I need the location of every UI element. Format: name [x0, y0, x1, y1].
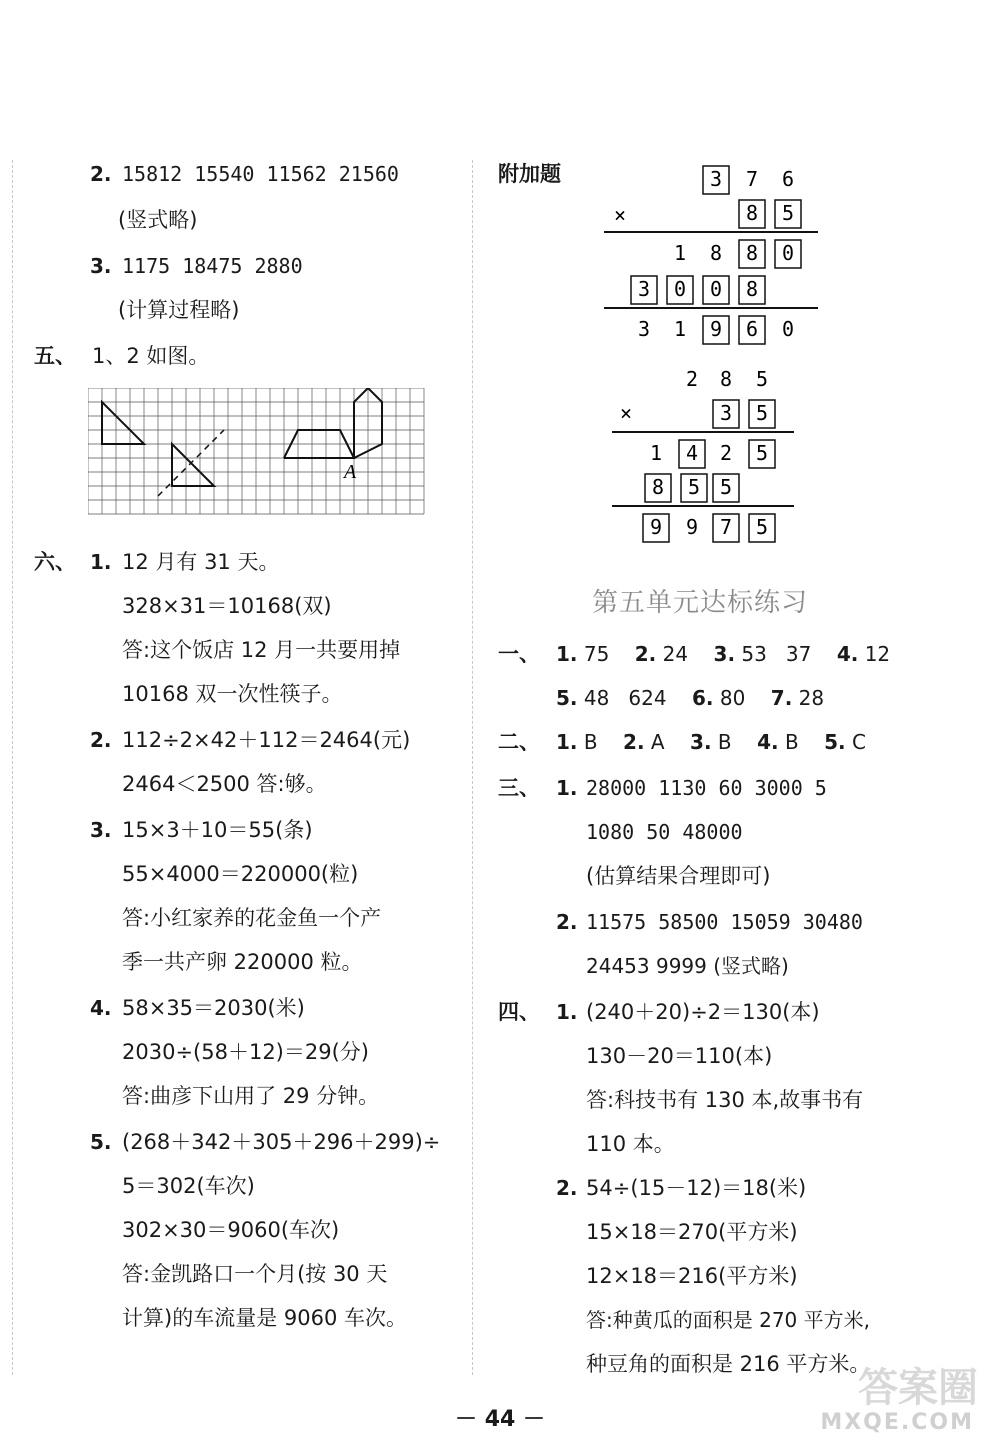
digit: 2: [685, 367, 699, 391]
digit: 5: [719, 475, 733, 499]
answer-line: (240＋20)÷2＝130(本): [586, 1000, 820, 1024]
column-divider: [472, 160, 473, 1375]
answer-line: 1080 50 48000: [586, 820, 743, 844]
digit: 5: [755, 401, 769, 425]
answer-value: B: [583, 730, 598, 754]
digit: 2: [719, 441, 733, 465]
answer-line: 28000 1130 60 3000 5: [586, 776, 827, 800]
digit: 7: [745, 167, 759, 191]
item-number: 3.: [713, 642, 736, 666]
answer-note: (估算结果合理即可): [586, 864, 771, 888]
item-number: 5.: [90, 1130, 112, 1154]
item-number: 2.: [90, 728, 112, 752]
digit: 6: [745, 317, 759, 341]
answer-line: 10168 双一次性筷子。: [122, 682, 343, 706]
item-number: 1.: [90, 550, 112, 574]
answer-line: 答:科技书有 130 本,故事书有: [586, 1088, 864, 1112]
digit: 8: [745, 277, 759, 301]
item-number: 2.: [90, 162, 112, 186]
answer-row: [556, 730, 866, 754]
multiplication-puzzle-1: [600, 160, 830, 350]
answer-line: 112÷2×42＋112＝2464(元): [122, 728, 411, 752]
digit: 4: [685, 441, 699, 465]
answer-row: [556, 686, 824, 710]
item-number: 5.: [824, 730, 846, 754]
item-number: 2.: [623, 730, 645, 754]
answer-line: 计算)的车流量是 9060 车次。: [122, 1306, 407, 1330]
item-number: 7.: [770, 686, 793, 710]
answer-line: 55×4000＝220000(粒): [122, 862, 359, 886]
answer-text: 1175 18475 2880: [122, 254, 303, 278]
answer-note: (计算过程略): [118, 298, 240, 322]
answer-value: 75: [583, 642, 610, 666]
item-number: 4.: [757, 730, 779, 754]
digit: 5: [687, 475, 701, 499]
section-text: 1、2 如图。: [92, 344, 210, 368]
item-number: 4.: [90, 996, 112, 1020]
answer-line: 302×30＝9060(车次): [122, 1218, 340, 1242]
answer-value: 48 624: [583, 686, 667, 710]
digit: 5: [755, 441, 769, 465]
item-number: 3.: [90, 818, 112, 842]
item-number: 1.: [556, 642, 578, 666]
answer-line: 季一共产卵 220000 粒。: [122, 950, 363, 974]
digit: 1: [673, 241, 687, 265]
digit: 1: [649, 441, 663, 465]
multiply-sign: ×: [613, 203, 627, 227]
watermark-logo: 答案圈: [858, 1365, 978, 1411]
answer-row: [556, 642, 890, 666]
digit: 0: [781, 241, 795, 265]
answer-value: 24: [662, 642, 689, 666]
grid-figure: [88, 388, 438, 528]
digit: 9: [685, 515, 699, 539]
answer-line: 58×35＝2030(米): [122, 996, 305, 1020]
section-label: 二、: [498, 730, 540, 754]
answer-line: 5＝302(车次): [122, 1174, 255, 1198]
item-number: 1.: [556, 776, 578, 800]
unit-title: 第五单元达标练习: [592, 588, 809, 618]
answer-line: 答:金凯路口一个月(按 30 天: [122, 1262, 388, 1286]
answer-value: C: [852, 730, 866, 754]
digit: 0: [781, 317, 795, 341]
answer-line: 110 本。: [586, 1132, 675, 1156]
answer-line: 答:种黄瓜的面积是 270 平方米,: [586, 1308, 870, 1332]
answer-line: 12 月有 31 天。: [122, 550, 280, 574]
answer-value: B: [784, 730, 799, 754]
answer-line: 54÷(15－12)＝18(米): [586, 1176, 807, 1200]
digit: 8: [745, 241, 759, 265]
digit: 1: [673, 317, 687, 341]
item-number: 3.: [690, 730, 712, 754]
answer-value: 80: [719, 686, 746, 710]
digit: 5: [755, 367, 769, 391]
digit: 8: [709, 241, 723, 265]
answer-value: B: [717, 730, 732, 754]
digit: 6: [781, 167, 795, 191]
extra-question-label: 附加题: [498, 162, 561, 186]
item-number: 3.: [90, 254, 112, 278]
multiply-sign: ×: [619, 401, 633, 425]
item-number: 5.: [556, 686, 578, 710]
digit: 0: [673, 277, 687, 301]
section-label: 六、: [34, 550, 76, 574]
answer-line: (268＋342＋305＋296＋299)÷: [122, 1130, 441, 1154]
answer-line: 11575 58500 15059 30480: [586, 910, 863, 934]
item-number: 2.: [556, 1176, 578, 1200]
digit: 3: [637, 317, 651, 341]
multiplication-puzzle-2: [600, 362, 830, 552]
item-number: 1.: [556, 730, 578, 754]
answer-note: (竖式略): [118, 208, 198, 232]
point-label-a: A: [344, 461, 357, 483]
answer-line: 12×18＝216(平方米): [586, 1264, 798, 1288]
digit: 8: [651, 475, 665, 499]
digit: 3: [637, 277, 651, 301]
item-number: 4.: [836, 642, 859, 666]
digit: 9: [709, 317, 723, 341]
section-label: 三、: [498, 776, 540, 800]
answer-line: 2030÷(58＋12)＝29(分): [122, 1040, 369, 1064]
section-label: 四、: [498, 1000, 540, 1024]
answer-line: 种豆角的面积是 216 平方米。: [586, 1352, 871, 1376]
item-number: 2.: [556, 910, 578, 934]
answer-line: 答:小红家养的花金鱼一个产: [122, 906, 382, 930]
triangle-original: [102, 402, 144, 444]
digit: 0: [709, 277, 723, 301]
section-label: 五、: [34, 344, 76, 368]
digit: 3: [719, 401, 733, 425]
answer-line: 答:曲彦下山用了 29 分钟。: [122, 1084, 380, 1108]
answer-value: 53 37: [741, 642, 812, 666]
left-margin-line: [12, 160, 13, 1375]
triangle-reflected: [172, 444, 214, 486]
answer-value: A: [650, 730, 665, 754]
digit: 9: [649, 515, 663, 539]
item-number: 6.: [692, 686, 714, 710]
digit: 8: [745, 201, 759, 225]
page-number: － 44 －: [455, 1407, 545, 1432]
answer-line: 328×31＝10168(双): [122, 594, 332, 618]
digit: 8: [719, 367, 733, 391]
answer-line: 15×3＋10＝55(条): [122, 818, 313, 842]
answer-line: 2464＜2500 答:够。: [122, 772, 327, 796]
digit: 3: [709, 167, 723, 191]
digit: 5: [781, 201, 795, 225]
answer-value: 12: [864, 642, 891, 666]
answer-line: 15×18＝270(平方米): [586, 1220, 798, 1244]
answer-line: 答:这个饭店 12 月一共要用掉: [122, 638, 401, 662]
digit: 5: [755, 515, 769, 539]
item-number: 1.: [556, 1000, 578, 1024]
answer-line: 24453 9999 (竖式略): [586, 954, 789, 978]
answer-text: 15812 15540 11562 21560: [122, 162, 399, 186]
section-label: 一、: [498, 642, 540, 666]
digit: 7: [719, 515, 733, 539]
answer-value: 28: [798, 686, 825, 710]
answer-line: 130－20＝110(本): [586, 1044, 773, 1068]
item-number: 2.: [634, 642, 657, 666]
watermark-url: MXQE.COM: [820, 1410, 974, 1435]
